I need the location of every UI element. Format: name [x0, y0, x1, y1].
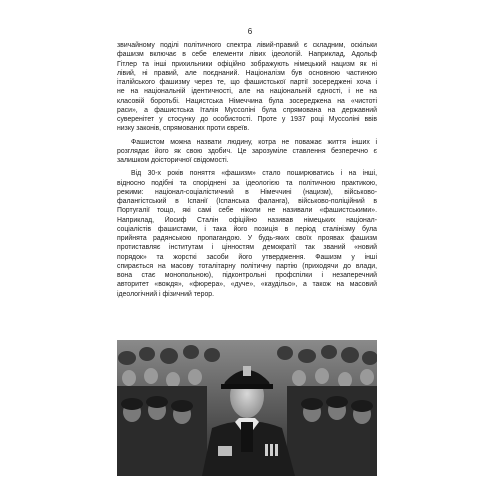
text-line: протиставляє інститутам і цінностям демократії так званий «новий — [117, 244, 377, 252]
text-line: звичайному поділі політичного спектра лівий-правий є складним, оскільки — [117, 42, 377, 49]
text-line: фалангістський в Іспанії (Іспанська фаланга), військово-поліційний в — [117, 198, 377, 205]
historical-photo — [117, 340, 377, 476]
paragraph-3 — [117, 169, 377, 299]
text-line: Від 30-х років поняття «фашизм» стало поширюватись і на інші, — [131, 170, 377, 178]
text-line: соціалістів фашистами, і така його позиція в період сталінізму була — [117, 225, 377, 233]
body-text — [117, 41, 377, 299]
text-line: прийнята радянською пропагандою. У будь-яких своїх проявах фашизм — [117, 235, 377, 242]
photo-illustration — [117, 340, 377, 476]
text-line: раси», а фашистська Італія Муссоліні була спрямована на державний — [117, 106, 377, 114]
text-line: відносно подібні та споріднені за ідеологією та політичною практикою, — [117, 179, 377, 187]
text-line: Гітлер та інші прихильники офіційно зображують німецький нацизм як ні — [117, 60, 377, 68]
text-line: розглядає його як свою здобич. Це зарозуміле ставлення безперечно є — [117, 147, 377, 155]
text-line: вона стає монопольною), підконтрольні профспілки і незаперечний — [117, 272, 377, 279]
text-line: порядок» та жорсткі засоби його утвердження. Фашизм у інші — [117, 253, 377, 261]
text-line: Наприклад, Йосиф Сталін офіційно називав німецьких націонал- — [117, 216, 377, 224]
text-line: лівий, ні правий, але поєднаний. Націоналізм був основною частиною — [117, 69, 377, 77]
page-number: 6 — [247, 27, 253, 36]
text-line: суверенітет у стосунку до особистості. Проте у 1937 році Муссоліні ввів — [117, 116, 377, 123]
text-line: Фашистом можна назвати людину, котра не поважає життя інших і — [131, 138, 377, 146]
paragraph-1 — [117, 41, 377, 134]
text-line: італійського фашизму через те, що фашистської партії зосереджені хоча і — [117, 79, 377, 86]
text-line: режими: націонал-соціалістичний в Німеччині (нацизм), військово- — [117, 188, 377, 196]
text-line: ідеологічний і фізичний терор. — [117, 290, 215, 298]
text-line: залишком доісторичної свідомості. — [117, 157, 229, 164]
text-line: Португалії тощо, які самі себе ніколи не називали «фашистськими». — [117, 207, 377, 215]
text-line: класовій боротьбі. Нацистська Німеччина була зосереджена на «чистоті — [117, 97, 377, 105]
text-line: не на національній ідентичності, але на національній єдності, і не на — [117, 88, 377, 96]
paragraph-2 — [117, 138, 377, 166]
text-line: спирається на масову тоталітарну політичну партію (приходячи до влади, — [117, 262, 377, 270]
text-line: фашизм включає в себе елементи лівих ідеологій. Наприклад, Адольф — [117, 51, 377, 59]
text-line: низку законів, спрямованих проти євреїв. — [117, 125, 250, 133]
text-line: авторитет «вождя», «фюрера», «дуче», «каудільо», а також на масовий — [117, 281, 377, 289]
